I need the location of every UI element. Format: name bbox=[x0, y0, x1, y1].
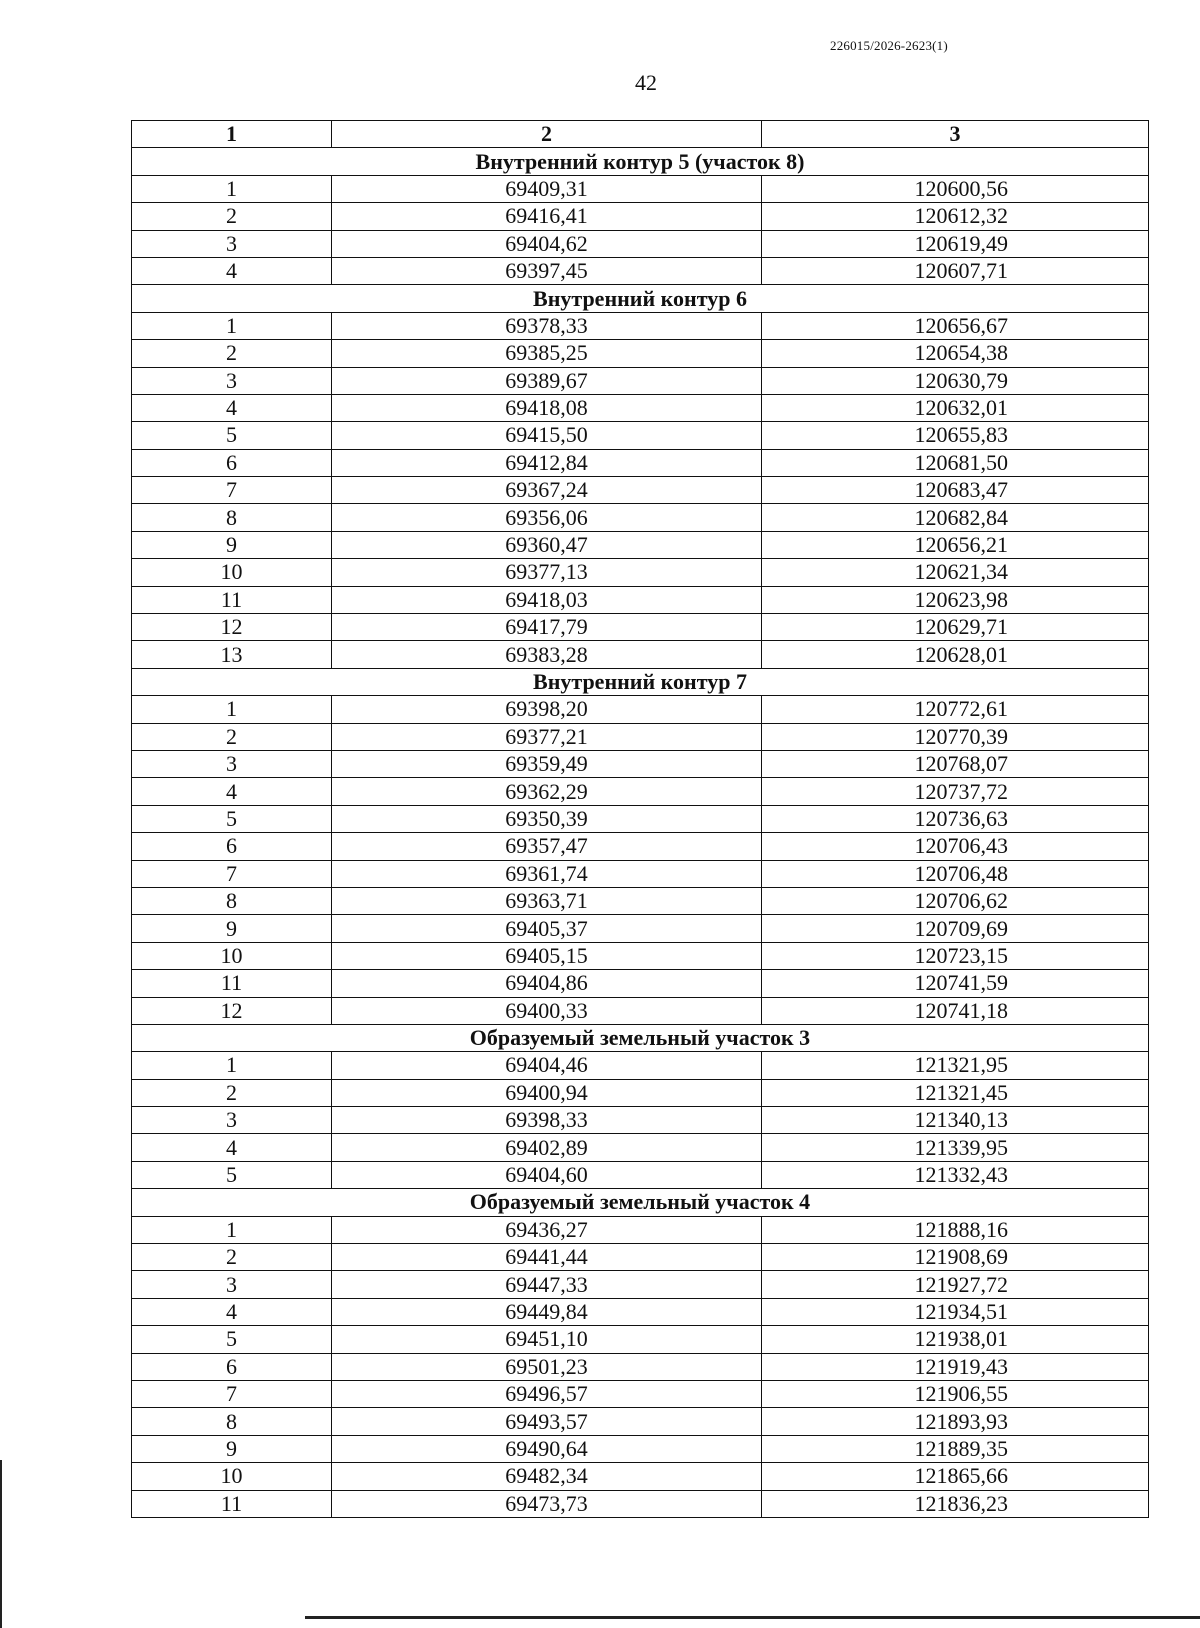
table-row bbox=[132, 641, 1149, 668]
x-coordinate-cell: 69400,33 bbox=[332, 997, 762, 1024]
table-row bbox=[132, 970, 1149, 997]
x-coordinate-cell: 69496,57 bbox=[332, 1380, 762, 1407]
section-title-row bbox=[132, 668, 1149, 695]
x-coordinate-cell: 69447,33 bbox=[332, 1271, 762, 1298]
y-coordinate-cell: 120681,50 bbox=[762, 449, 1149, 476]
y-coordinate-cell: 120682,84 bbox=[762, 504, 1149, 531]
y-coordinate-cell: 121934,51 bbox=[762, 1298, 1149, 1325]
table-row bbox=[132, 586, 1149, 613]
x-coordinate-cell: 69398,33 bbox=[332, 1107, 762, 1134]
table-row bbox=[132, 1326, 1149, 1353]
table-row bbox=[132, 1408, 1149, 1435]
y-coordinate-cell: 121919,43 bbox=[762, 1353, 1149, 1380]
table-row bbox=[132, 1244, 1149, 1271]
point-number-cell: 1 bbox=[132, 1052, 332, 1079]
point-number-cell: 11 bbox=[132, 586, 332, 613]
column-header-2: 2 bbox=[332, 121, 762, 148]
point-number-cell: 13 bbox=[132, 641, 332, 668]
point-number-cell: 8 bbox=[132, 887, 332, 914]
scan-edge-bottom bbox=[305, 1616, 1200, 1619]
point-number-cell: 4 bbox=[132, 1298, 332, 1325]
x-coordinate-cell: 69402,89 bbox=[332, 1134, 762, 1161]
x-coordinate-cell: 69362,29 bbox=[332, 778, 762, 805]
x-coordinate-cell: 69367,24 bbox=[332, 477, 762, 504]
table-row bbox=[132, 1271, 1149, 1298]
point-number-cell: 4 bbox=[132, 257, 332, 284]
point-number-cell: 4 bbox=[132, 778, 332, 805]
section-title: Внутренний контур 5 (участок 8) bbox=[132, 148, 1149, 175]
y-coordinate-cell: 121339,95 bbox=[762, 1134, 1149, 1161]
table-row bbox=[132, 833, 1149, 860]
y-coordinate-cell: 120706,62 bbox=[762, 887, 1149, 914]
y-coordinate-cell: 121906,55 bbox=[762, 1380, 1149, 1407]
y-coordinate-cell: 121321,45 bbox=[762, 1079, 1149, 1106]
point-number-cell: 9 bbox=[132, 531, 332, 558]
x-coordinate-cell: 69389,67 bbox=[332, 367, 762, 394]
section-title-row bbox=[132, 148, 1149, 175]
x-coordinate-cell: 69415,50 bbox=[332, 422, 762, 449]
table-row bbox=[132, 531, 1149, 558]
column-header-1: 1 bbox=[132, 121, 332, 148]
point-number-cell: 10 bbox=[132, 559, 332, 586]
y-coordinate-cell: 120737,72 bbox=[762, 778, 1149, 805]
y-coordinate-cell: 120706,48 bbox=[762, 860, 1149, 887]
y-coordinate-cell: 120619,49 bbox=[762, 230, 1149, 257]
x-coordinate-cell: 69378,33 bbox=[332, 312, 762, 339]
table-row bbox=[132, 1463, 1149, 1490]
table-row bbox=[132, 1353, 1149, 1380]
point-number-cell: 4 bbox=[132, 1134, 332, 1161]
table-row bbox=[132, 942, 1149, 969]
table-row bbox=[132, 887, 1149, 914]
table-row bbox=[132, 1134, 1149, 1161]
section-title: Образуемый земельный участок 4 bbox=[132, 1189, 1149, 1216]
point-number-cell: 6 bbox=[132, 449, 332, 476]
y-coordinate-cell: 121927,72 bbox=[762, 1271, 1149, 1298]
x-coordinate-cell: 69357,47 bbox=[332, 833, 762, 860]
table-row bbox=[132, 1052, 1149, 1079]
point-number-cell: 2 bbox=[132, 340, 332, 367]
point-number-cell: 1 bbox=[132, 696, 332, 723]
y-coordinate-cell: 120736,63 bbox=[762, 805, 1149, 832]
point-number-cell: 7 bbox=[132, 1380, 332, 1407]
x-coordinate-cell: 69398,20 bbox=[332, 696, 762, 723]
x-coordinate-cell: 69473,73 bbox=[332, 1490, 762, 1517]
table-row bbox=[132, 559, 1149, 586]
y-coordinate-cell: 120623,98 bbox=[762, 586, 1149, 613]
point-number-cell: 3 bbox=[132, 1107, 332, 1134]
page-number: 42 bbox=[635, 70, 657, 95]
y-coordinate-cell: 120770,39 bbox=[762, 723, 1149, 750]
x-coordinate-cell: 69400,94 bbox=[332, 1079, 762, 1106]
y-coordinate-cell: 121321,95 bbox=[762, 1052, 1149, 1079]
y-coordinate-cell: 120621,34 bbox=[762, 559, 1149, 586]
table-row bbox=[132, 422, 1149, 449]
point-number-cell: 2 bbox=[132, 723, 332, 750]
x-coordinate-cell: 69359,49 bbox=[332, 750, 762, 777]
table-row bbox=[132, 778, 1149, 805]
table-row bbox=[132, 230, 1149, 257]
y-coordinate-cell: 121938,01 bbox=[762, 1326, 1149, 1353]
x-coordinate-cell: 69417,79 bbox=[332, 614, 762, 641]
table-row bbox=[132, 340, 1149, 367]
y-coordinate-cell: 120628,01 bbox=[762, 641, 1149, 668]
table-row bbox=[132, 696, 1149, 723]
table-row bbox=[132, 805, 1149, 832]
table-row bbox=[132, 1161, 1149, 1188]
y-coordinate-cell: 121893,93 bbox=[762, 1408, 1149, 1435]
point-number-cell: 2 bbox=[132, 1244, 332, 1271]
y-coordinate-cell: 121888,16 bbox=[762, 1216, 1149, 1243]
table-row bbox=[132, 860, 1149, 887]
y-coordinate-cell: 121340,13 bbox=[762, 1107, 1149, 1134]
point-number-cell: 3 bbox=[132, 750, 332, 777]
x-coordinate-cell: 69405,15 bbox=[332, 942, 762, 969]
coordinates-table bbox=[131, 120, 1149, 1518]
section-title: Образуемый земельный участок 3 bbox=[132, 1024, 1149, 1051]
point-number-cell: 10 bbox=[132, 1463, 332, 1490]
table-row bbox=[132, 367, 1149, 394]
x-coordinate-cell: 69418,03 bbox=[332, 586, 762, 613]
y-coordinate-cell: 120632,01 bbox=[762, 394, 1149, 421]
x-coordinate-cell: 69350,39 bbox=[332, 805, 762, 832]
table-row bbox=[132, 257, 1149, 284]
y-coordinate-cell: 120654,38 bbox=[762, 340, 1149, 367]
point-number-cell: 5 bbox=[132, 422, 332, 449]
point-number-cell: 1 bbox=[132, 312, 332, 339]
x-coordinate-cell: 69451,10 bbox=[332, 1326, 762, 1353]
table-row bbox=[132, 449, 1149, 476]
x-coordinate-cell: 69363,71 bbox=[332, 887, 762, 914]
table-row bbox=[132, 203, 1149, 230]
x-coordinate-cell: 69404,62 bbox=[332, 230, 762, 257]
y-coordinate-cell: 120772,61 bbox=[762, 696, 1149, 723]
point-number-cell: 9 bbox=[132, 915, 332, 942]
point-number-cell: 10 bbox=[132, 942, 332, 969]
table-row bbox=[132, 1380, 1149, 1407]
x-coordinate-cell: 69418,08 bbox=[332, 394, 762, 421]
section-title: Внутренний контур 6 bbox=[132, 285, 1149, 312]
point-number-cell: 5 bbox=[132, 1161, 332, 1188]
y-coordinate-cell: 120741,18 bbox=[762, 997, 1149, 1024]
table-header-row bbox=[132, 121, 1149, 148]
point-number-cell: 3 bbox=[132, 230, 332, 257]
x-coordinate-cell: 69404,46 bbox=[332, 1052, 762, 1079]
x-coordinate-cell: 69361,74 bbox=[332, 860, 762, 887]
point-number-cell: 3 bbox=[132, 367, 332, 394]
x-coordinate-cell: 69385,25 bbox=[332, 340, 762, 367]
table-row bbox=[132, 915, 1149, 942]
x-coordinate-cell: 69360,47 bbox=[332, 531, 762, 558]
y-coordinate-cell: 121332,43 bbox=[762, 1161, 1149, 1188]
table-row bbox=[132, 1107, 1149, 1134]
point-number-cell: 7 bbox=[132, 860, 332, 887]
y-coordinate-cell: 121836,23 bbox=[762, 1490, 1149, 1517]
x-coordinate-cell: 69490,64 bbox=[332, 1435, 762, 1462]
y-coordinate-cell: 120656,21 bbox=[762, 531, 1149, 558]
y-coordinate-cell: 120630,79 bbox=[762, 367, 1149, 394]
x-coordinate-cell: 69405,37 bbox=[332, 915, 762, 942]
point-number-cell: 8 bbox=[132, 1408, 332, 1435]
point-number-cell: 3 bbox=[132, 1271, 332, 1298]
column-header-3: 3 bbox=[762, 121, 1149, 148]
x-coordinate-cell: 69416,41 bbox=[332, 203, 762, 230]
x-coordinate-cell: 69377,21 bbox=[332, 723, 762, 750]
x-coordinate-cell: 69412,84 bbox=[332, 449, 762, 476]
x-coordinate-cell: 69449,84 bbox=[332, 1298, 762, 1325]
y-coordinate-cell: 121865,66 bbox=[762, 1463, 1149, 1490]
scan-edge-left bbox=[0, 1460, 2, 1628]
x-coordinate-cell: 69377,13 bbox=[332, 559, 762, 586]
section-title: Внутренний контур 7 bbox=[132, 668, 1149, 695]
table-row bbox=[132, 504, 1149, 531]
y-coordinate-cell: 121908,69 bbox=[762, 1244, 1149, 1271]
x-coordinate-cell: 69409,31 bbox=[332, 175, 762, 202]
y-coordinate-cell: 120612,32 bbox=[762, 203, 1149, 230]
x-coordinate-cell: 69404,60 bbox=[332, 1161, 762, 1188]
table-row bbox=[132, 723, 1149, 750]
y-coordinate-cell: 120683,47 bbox=[762, 477, 1149, 504]
table-row bbox=[132, 997, 1149, 1024]
point-number-cell: 2 bbox=[132, 203, 332, 230]
section-title-row bbox=[132, 285, 1149, 312]
table-row bbox=[132, 1298, 1149, 1325]
table-row bbox=[132, 1216, 1149, 1243]
point-number-cell: 12 bbox=[132, 997, 332, 1024]
table-row bbox=[132, 1435, 1149, 1462]
point-number-cell: 11 bbox=[132, 1490, 332, 1517]
point-number-cell: 1 bbox=[132, 1216, 332, 1243]
y-coordinate-cell: 120607,71 bbox=[762, 257, 1149, 284]
x-coordinate-cell: 69482,34 bbox=[332, 1463, 762, 1490]
x-coordinate-cell: 69441,44 bbox=[332, 1244, 762, 1271]
x-coordinate-cell: 69436,27 bbox=[332, 1216, 762, 1243]
y-coordinate-cell: 120706,43 bbox=[762, 833, 1149, 860]
table-row bbox=[132, 1490, 1149, 1517]
point-number-cell: 11 bbox=[132, 970, 332, 997]
y-coordinate-cell: 120629,71 bbox=[762, 614, 1149, 641]
point-number-cell: 8 bbox=[132, 504, 332, 531]
y-coordinate-cell: 120600,56 bbox=[762, 175, 1149, 202]
point-number-cell: 12 bbox=[132, 614, 332, 641]
x-coordinate-cell: 69397,45 bbox=[332, 257, 762, 284]
point-number-cell: 9 bbox=[132, 1435, 332, 1462]
document-number: 226015/2026-2623(1) bbox=[830, 38, 948, 53]
x-coordinate-cell: 69404,86 bbox=[332, 970, 762, 997]
table-row bbox=[132, 614, 1149, 641]
y-coordinate-cell: 120768,07 bbox=[762, 750, 1149, 777]
x-coordinate-cell: 69493,57 bbox=[332, 1408, 762, 1435]
point-number-cell: 5 bbox=[132, 805, 332, 832]
point-number-cell: 5 bbox=[132, 1326, 332, 1353]
y-coordinate-cell: 120709,69 bbox=[762, 915, 1149, 942]
x-coordinate-cell: 69356,06 bbox=[332, 504, 762, 531]
table-row bbox=[132, 394, 1149, 421]
point-number-cell: 7 bbox=[132, 477, 332, 504]
point-number-cell: 6 bbox=[132, 1353, 332, 1380]
point-number-cell: 6 bbox=[132, 833, 332, 860]
section-title-row bbox=[132, 1024, 1149, 1051]
y-coordinate-cell: 120723,15 bbox=[762, 942, 1149, 969]
point-number-cell: 1 bbox=[132, 175, 332, 202]
point-number-cell: 2 bbox=[132, 1079, 332, 1106]
x-coordinate-cell: 69501,23 bbox=[332, 1353, 762, 1380]
y-coordinate-cell: 120656,67 bbox=[762, 312, 1149, 339]
point-number-cell: 4 bbox=[132, 394, 332, 421]
table-row bbox=[132, 477, 1149, 504]
y-coordinate-cell: 121889,35 bbox=[762, 1435, 1149, 1462]
y-coordinate-cell: 120655,83 bbox=[762, 422, 1149, 449]
table-row bbox=[132, 750, 1149, 777]
table-body bbox=[132, 148, 1149, 1518]
section-title-row bbox=[132, 1189, 1149, 1216]
table-row bbox=[132, 312, 1149, 339]
y-coordinate-cell: 120741,59 bbox=[762, 970, 1149, 997]
table-row bbox=[132, 1079, 1149, 1106]
x-coordinate-cell: 69383,28 bbox=[332, 641, 762, 668]
table-row bbox=[132, 175, 1149, 202]
